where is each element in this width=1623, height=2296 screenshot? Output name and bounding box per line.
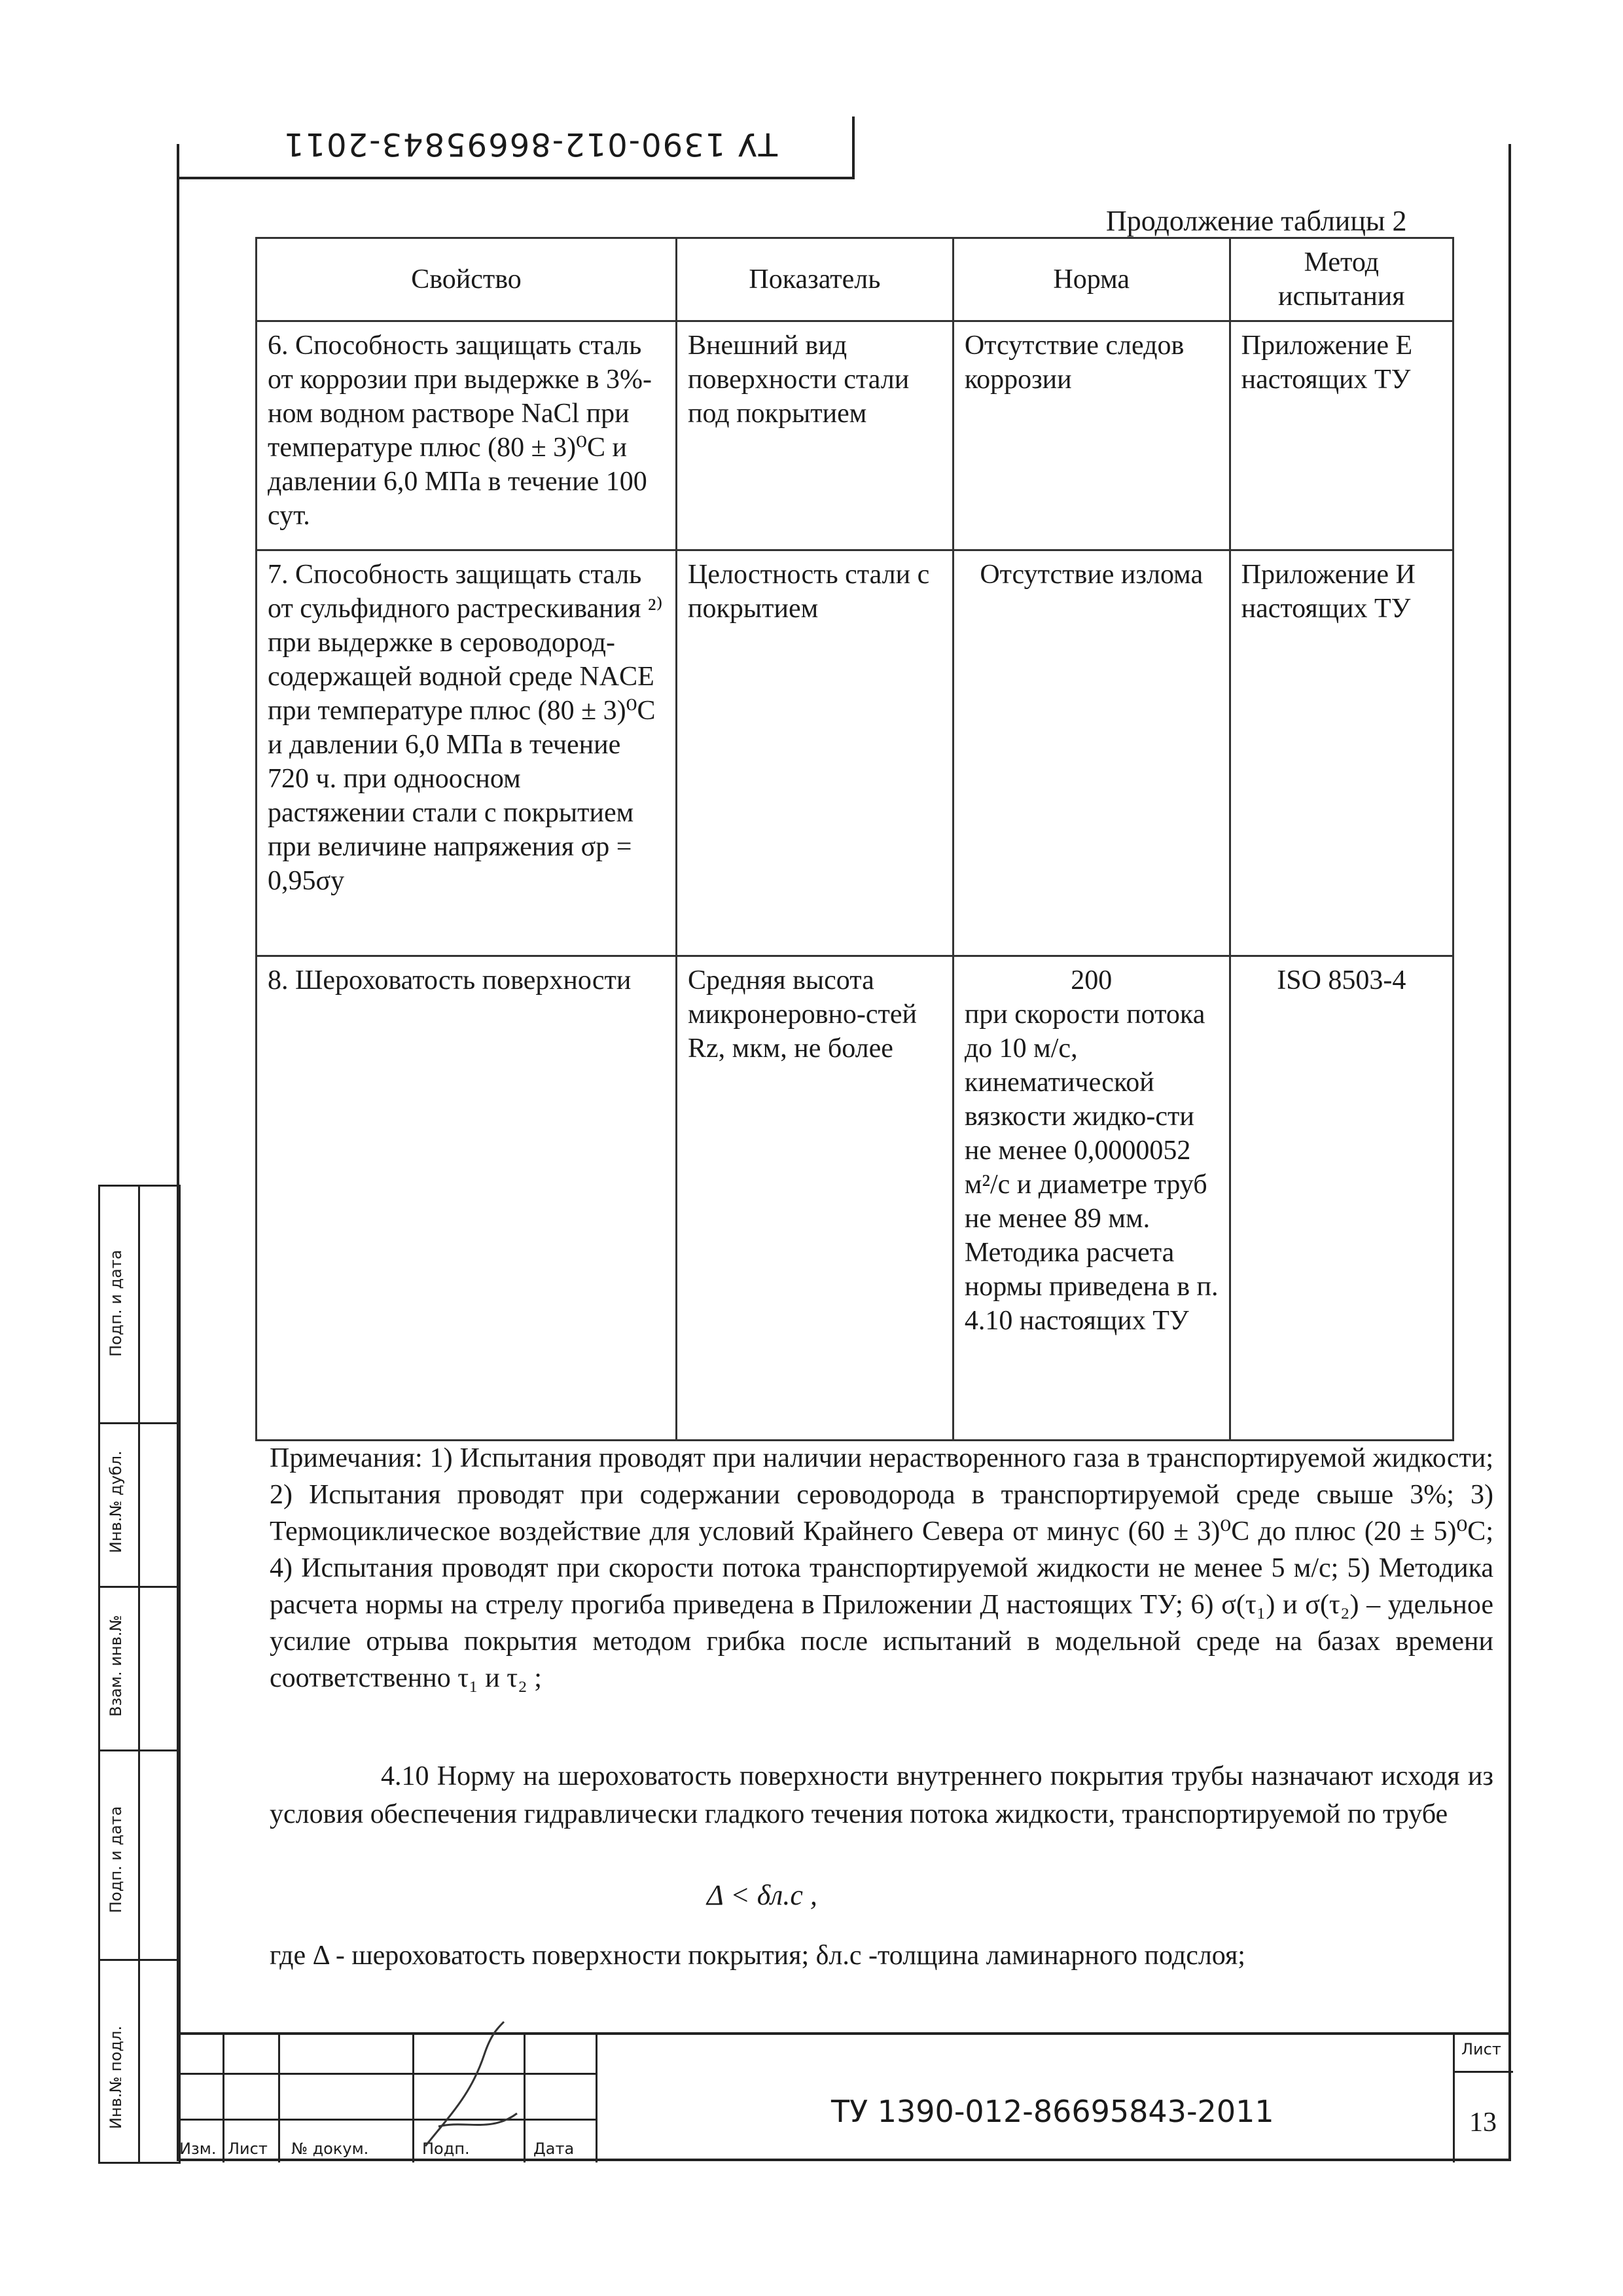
row8-norm-value: 200 bbox=[1071, 965, 1113, 996]
roughness-formula: Δ < δл.с , bbox=[707, 1879, 817, 1911]
tb-row-line bbox=[177, 2073, 596, 2075]
header-indicator: Показатель bbox=[677, 238, 954, 321]
table-notes: Примечания: 1) Испытания проводят при наличии нерастворенного газа в транспортируемой жидкости; 2) Испытания проводят при содержании сероводорода в транспортируемой среде свыше 3%; 3) Термоциклическое воздействие для условий Крайнего Севера от минус (60 ± 3)⁰С до плюс (20 ± 5)⁰С; 4) Испытания проводят при скорости потока транспортируемой жидкости не менее 5 м/с; 5) Методика расчета нормы на стрелу прогиба приведена в Приложении Д настоящих ТУ; 6) σ(τ₁) и σ(τ₂) – удельное усилие отрыва покрытия методом грибка после испытаний в модельной среде на базах времени соответственно τ₁ и τ₂ ; bbox=[270, 1443, 1493, 1693]
tb-row-line bbox=[177, 2119, 596, 2121]
side-row-divider bbox=[100, 1586, 179, 1588]
tb-label-sign: Подп. bbox=[422, 2140, 470, 2158]
row8-norm-cell bbox=[953, 956, 1230, 1441]
row8-indicator: Средняя высота микронеровно-стей Rz, мкм, не более bbox=[677, 956, 954, 1441]
section-4-10-paragraph bbox=[270, 1757, 1493, 1833]
table-row bbox=[257, 321, 1454, 550]
side-label-sign-date-2: Подп. и дата bbox=[107, 1806, 125, 1913]
row8-property: 8. Шероховатость поверхности bbox=[257, 956, 677, 1441]
table-row bbox=[257, 956, 1454, 1441]
formula-explanation: где Δ - шероховатость поверхности покрытия; δл.с -толщина ламинарного подслоя; bbox=[270, 1941, 1245, 1971]
sheet-label: Лист bbox=[1461, 2040, 1501, 2058]
side-label-replace-inv: Взам. инв.№ bbox=[107, 1615, 125, 1717]
properties-table bbox=[255, 237, 1454, 1441]
side-label-dup-inv: Инв.№ дубл. bbox=[107, 1450, 125, 1553]
title-block bbox=[177, 2032, 1511, 2162]
title-block-doc-code: ТУ 1390-012-86695843-2011 bbox=[831, 2094, 1274, 2129]
row7-norm: Отсутствие излома bbox=[953, 550, 1230, 956]
row6-property: 6. Способность защищать сталь от коррозии при выдержке в 3%-ном водном растворе NaCl при температуре плюс (80 ± 3)⁰С и давлении 6,0 МПа в течение 100 сут. bbox=[257, 321, 677, 550]
row7-property: 7. Способность защищать сталь от сульфидного растрескивания ²⁾ при выдержке в сероводород-содержащей водной среде NACE при температуре плюс (80 ± 3)⁰С и давлении 6,0 МПа в течение 720 ч. при одноосном растяжении стали с покрытием при величине напряжения σp = 0,95σy bbox=[257, 550, 677, 956]
side-column-divider bbox=[138, 1187, 140, 2162]
header-property: Свойство bbox=[257, 238, 677, 321]
side-row-divider bbox=[100, 1422, 179, 1424]
sheet-number-box bbox=[1453, 2035, 1513, 2162]
table-continuation-label: Продолжение таблицы 2 bbox=[1106, 205, 1407, 237]
side-label-sign-date-1: Подп. и дата bbox=[107, 1249, 125, 1357]
header-norm: Норма bbox=[953, 238, 1230, 321]
row6-method: Приложение Е настоящих ТУ bbox=[1230, 321, 1453, 550]
tb-label-date: Дата bbox=[533, 2140, 575, 2158]
tb-label-docnum: № докум. bbox=[291, 2140, 369, 2158]
table-row bbox=[257, 550, 1454, 956]
frame-right-border bbox=[1508, 144, 1511, 2160]
tb-label-sheet: Лист bbox=[228, 2140, 268, 2158]
signature-mark bbox=[412, 2015, 530, 2159]
row8-norm: при скорости потока до 10 м/с, кинематической вязкости жидко-сти не менее 0,0000052 м²/с и диаметре труб не менее 89 мм. Методика расчета нормы приведена в п. 4.10 настоящих ТУ bbox=[964, 999, 1219, 1336]
tb-label-change: Изм. bbox=[179, 2140, 217, 2158]
header-method: Метод испытания bbox=[1230, 238, 1453, 321]
row7-indicator: Целостность стали с покрытием bbox=[677, 550, 954, 956]
row6-norm: Отсутствие следов коррозии bbox=[953, 321, 1230, 550]
row6-indicator: Внешний вид поверхности стали под покрытием bbox=[677, 321, 954, 550]
table-header-row bbox=[257, 238, 1454, 321]
row8-method: ISO 8503-4 bbox=[1230, 956, 1453, 1441]
frame-bottom-border bbox=[177, 2159, 1511, 2161]
side-label-orig-inv: Инв.№ подл. bbox=[107, 2026, 125, 2129]
top-stamp-box bbox=[178, 117, 855, 179]
side-row-divider bbox=[100, 1749, 179, 1751]
top-stamp-code: ТУ 1390-012-86695843-2011 bbox=[283, 126, 778, 162]
row7-method: Приложение И настоящих ТУ bbox=[1230, 550, 1453, 956]
sheet-box-divider bbox=[1455, 2071, 1513, 2073]
registration-side-column bbox=[98, 1185, 181, 2164]
sheet-number: 13 bbox=[1469, 2108, 1497, 2138]
section-4-10-text: 4.10 Норму на шероховатость поверхности внутреннего покрытия трубы назначают исходя из условия обеспечения гидравлически гладкого течения потока жидкости, транспортируемой по трубе bbox=[270, 1761, 1493, 1829]
side-row-divider bbox=[100, 1959, 179, 1961]
